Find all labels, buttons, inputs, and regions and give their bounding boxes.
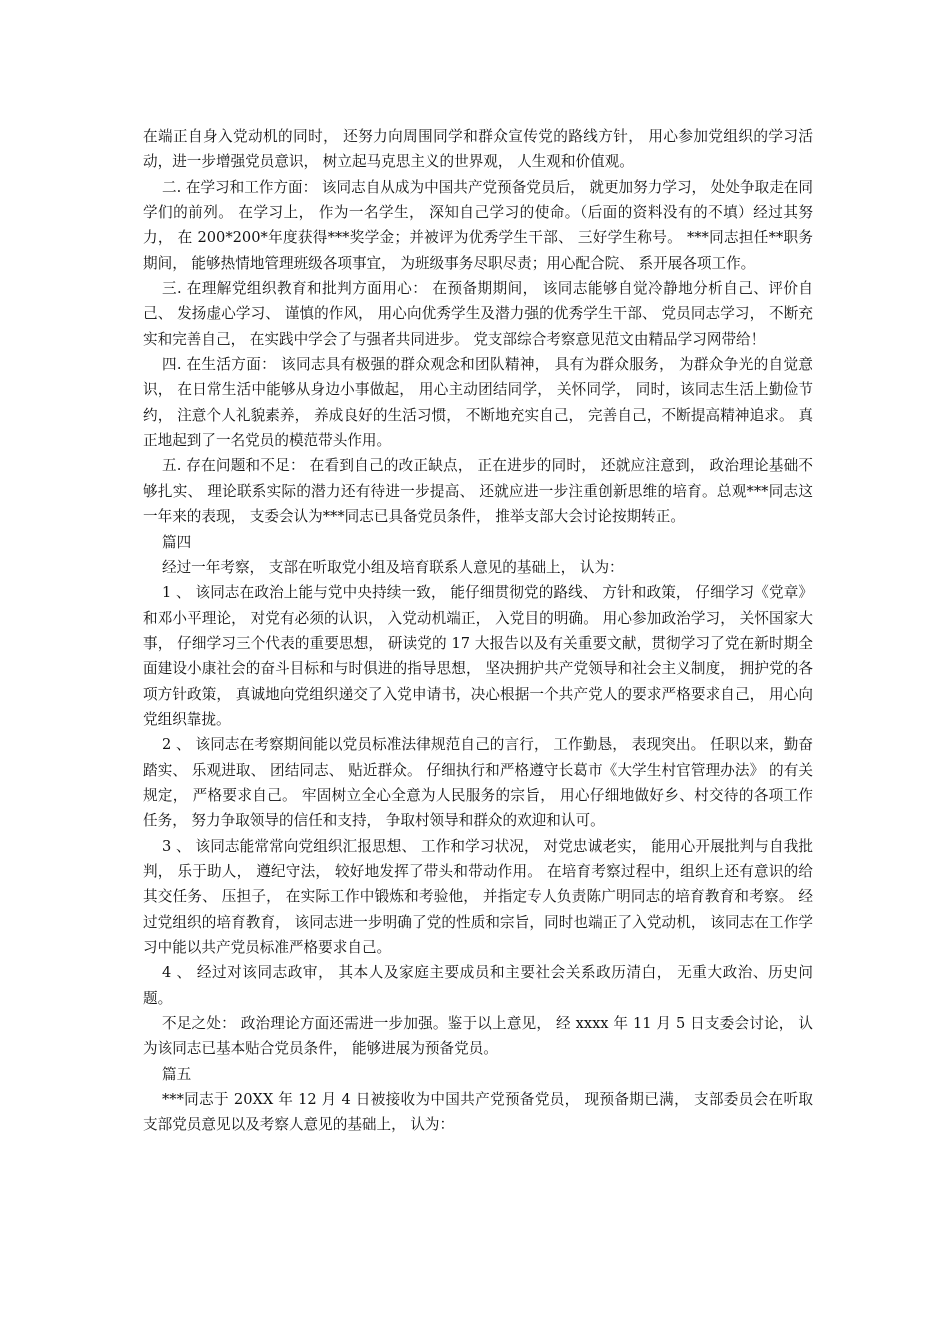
- paragraph-item-1: 1 、 该同志在政治上能与党中央持续一致， 能仔细贯彻党的路线、 方针和政策， 仔细学习《党章》 和邓小平理论， 对党有必须的认识， 入党动机端正， 入党目的明确。 用心参加政治学习， 关怀国家大事， 仔细学习三个代表的重要思想， 研读党的 17 大报告以及有关重要文献，贯彻学习了党在新时期全面建设小康社会的奋斗目标和与时俱进的指导思想， 坚决拥护共产党领导和社会主义制度， 拥护党的各项方针政策， 真诚地向党组织递交了入党申请书，决心根据一个共产党人的要求严格要求自己， 用心向党组织靠拢。: [143, 584, 813, 728]
- section-heading-part-five: 篇五: [161, 1065, 192, 1083]
- paragraph-problems: 五. 存在问题和不足： 在看到自己的改正缺点， 正在进步的同时， 还就应注意到， 政治理论基础不够扎实、 理论联系实际的潜力还有待进一步提高、 还就应进一步注重创新思维的培育。总观***同志这一年来的表现， 支委会认为***同志已具备党员条件， 推举支部大会讨论按期转正。: [143, 457, 813, 526]
- paragraph-item-4: 4 、 经过对该同志政审， 其本人及家庭主要成员和主要社会关系政历清白， 无重大政治、历史问题。: [143, 964, 813, 1007]
- paragraph-life: 四. 在生活方面： 该同志具有极强的群众观念和团队精神， 具有为群众服务， 为群众争光的自觉意识， 在日常生活中能够从身边小事做起， 用心主动团结同学， 关怀同学， 同时，该同志生活上勤俭节约， 注意个人礼貌素养， 养成良好的生活习惯， 不断地充实自己， 完善自己，不断提高精神追求。 真正地起到了一名党员的模范带头作用。: [143, 356, 813, 450]
- paragraph-intro-four: 经过一年考察， 支部在听取党小组及培育联系人意见的基础上， 认为：: [161, 558, 624, 576]
- document-page: [143, 124, 813, 1138]
- paragraph-shortcomings: 不足之处： 政治理论方面还需进一步加强。鉴于以上意见， 经 xxxx 年 11 月 5 日支委会讨论， 认为该同志已基本贴合党员条件， 能够进展为预备党员。: [143, 1015, 813, 1058]
- paragraph-item-2: 2 、 该同志在考察期间能以党员标准法律规范自己的言行， 工作勤恳， 表现突出。 任职以来，勤奋踏实、 乐观进取、 团结同志、 贴近群众。 仔细执行和严格遵守长葛市《大学生村官管理办法》 的有关规定， 严格要求自己。 牢固树立全心全意为人民服务的宗旨， 用心仔细地做好乡、村交待的各项工作任务， 努力争取领导的信任和支持， 争取村领导和群众的欢迎和认可。: [143, 736, 813, 830]
- paragraph-motivation: 在端正自身入党动机的同时， 还努力向周围同学和群众宣传党的路线方针， 用心参加党组织的学习活动，进一步增强党员意识， 树立起马克思主义的世界观， 人生观和价值观。: [143, 128, 813, 171]
- paragraph-intro-five: ***同志于 20XX 年 12 月 4 日被接收为中国共产党预备党员， 现预备期已满， 支部委员会在听取支部党员意见以及考察人意见的基础上， 认为：: [143, 1091, 813, 1134]
- paragraph-education-criticism: 三. 在理解党组织教育和批判方面用心： 在预备期期间， 该同志能够自觉冷静地分析自己、评价自己、 发扬虚心学习、 谨慎的作风， 用心向优秀学生及潜力强的优秀学生干部、 党员同志学习， 不断充实和完善自己， 在实践中学会了与强者共同进步。 党支部综合考察意见范文由精品学习网带给！: [143, 280, 813, 348]
- paragraph-study-work: 二. 在学习和工作方面： 该同志自从成为中国共产党预备党员后， 就更加努力学习， 处处争取走在同学们的前列。 在学习上， 作为一名学生， 深知自己学习的使命。（后面的资料没有的不填）经过其努力， 在 200*200*年度获得***奖学金；并被评为优秀学生干部、 三好学生称号。 ***同志担任**职务期间， 能够热情地管理班级各项事宜， 为班级事务尽职尽责；用心配合院、 系开展各项工作。: [143, 178, 813, 272]
- paragraph-item-3: 3 、 该同志能常常向党组织汇报思想、 工作和学习状况， 对党忠诚老实， 能用心开展批判与自我批判， 乐于助人， 遵纪守法， 较好地发挥了带头和带动作用。 在培育考察过程中，组织上还有意识的给其交任务、 压担子， 在实际工作中锻炼和考验他， 并指定专人负责陈广明同志的培育教育和考察。 经过党组织的培育教育， 该同志进一步明确了党的性质和宗旨，同时也端正了入党动机， 该同志在工作学习中能以共产党员标准严格要求自己。: [143, 837, 813, 956]
- section-heading-part-four: 篇四: [161, 533, 192, 551]
